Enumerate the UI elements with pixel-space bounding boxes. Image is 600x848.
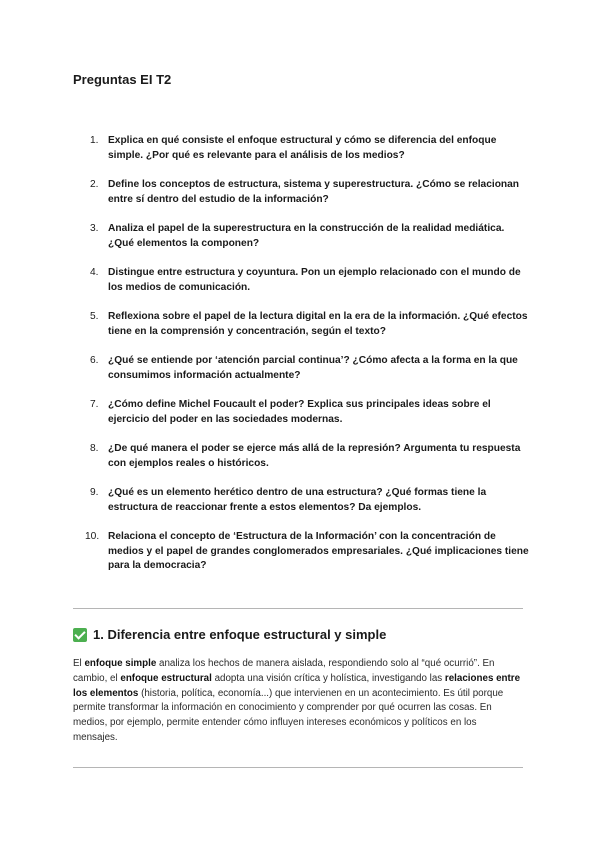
- horizontal-divider: [73, 767, 523, 768]
- question-item: [92, 134, 532, 163]
- question-number: 9.: [90, 487, 99, 498]
- question-number: 2.: [90, 179, 99, 190]
- question-item: [92, 398, 532, 427]
- paragraph-text: (historia, política, economía...) que intervienen en un acontecimiento. Es útil porque permite transformar la información en conocimiento y comprender por qué ocurren las cosas. En medios, por ejemplo, permite entender cómo influyen intereses económicos y políticos en los mensajes.: [73, 687, 504, 743]
- question-number: 8.: [90, 443, 99, 454]
- section-heading-text: 1. Diferencia entre enfoque estructural y simple: [93, 627, 387, 642]
- question-text: Distingue entre estructura y coyuntura. Pon un ejemplo relacionado con el mundo de los medios de comunicación.: [108, 267, 521, 293]
- paragraph-text: El: [73, 658, 85, 669]
- section-heading: [73, 627, 386, 642]
- question-text: Reflexiona sobre el papel de la lectura digital en la era de la información. ¿Qué efectos tiene en la comprensión y concentración, según el texto?: [108, 311, 528, 337]
- horizontal-divider: [73, 608, 523, 609]
- question-item: [92, 222, 532, 251]
- question-number: 5.: [90, 311, 99, 322]
- paragraph-text: analiza los hechos de manera aislada, respondiendo solo al “qué ocurrió”. En cambio, el: [73, 658, 495, 684]
- question-item: [92, 354, 532, 383]
- question-number: 4.: [90, 267, 99, 278]
- paragraph-text: adopta una visión crítica y holística, investigando las: [211, 672, 445, 684]
- document-title: Preguntas EI T2: [73, 72, 172, 87]
- question-text: Analiza el papel de la superestructura en la construcción de la realidad mediática. ¿Qué elementos la componen?: [108, 223, 505, 249]
- question-item: [92, 442, 532, 471]
- question-text: ¿Qué es un elemento herético dentro de una estructura? ¿Qué formas tiene la estructura de reaccionar frente a estos elementos? Da ejemplos.: [108, 487, 487, 513]
- questions-list: [85, 134, 532, 589]
- question-text: Relaciona el concepto de ‘Estructura de la Información’ con la concentración de medios y el papel de grandes conglomerados empresariales. ¿Qué implicaciones tiene para la democracia?: [108, 531, 529, 571]
- question-text: Explica en qué consiste el enfoque estructural y cómo se diferencia del enfoque simple. ¿Por qué es relevante para el análisis de los medios?: [108, 135, 497, 161]
- question-text: Define los conceptos de estructura, sistema y superestructura. ¿Cómo se relacionan entre sí dentro del estudio de la información?: [108, 179, 520, 205]
- question-text: ¿Qué se entiende por ‘atención parcial continua’? ¿Cómo afecta a la forma en la que consumimos información actualmente?: [108, 355, 518, 381]
- question-item: [92, 310, 532, 339]
- question-item: [85, 530, 532, 574]
- question-number: 1.: [90, 135, 99, 146]
- question-item: [92, 486, 532, 515]
- paragraph-bold-term: relaciones entre los elementos: [73, 672, 521, 699]
- question-number: 7.: [90, 399, 99, 410]
- paragraph-bold-term: enfoque estructural: [120, 672, 212, 684]
- question-number: 10.: [85, 531, 100, 542]
- question-item: [92, 266, 532, 295]
- question-number: 3.: [90, 223, 99, 234]
- question-text: ¿De qué manera el poder se ejerce más allá de la represión? Argumenta tu respuesta con ejemplos reales o históricos.: [108, 443, 521, 469]
- section-paragraph: [73, 657, 523, 746]
- paragraph-bold-term: enfoque simple: [84, 658, 157, 669]
- check-mark-icon: [73, 628, 87, 642]
- question-text: ¿Cómo define Michel Foucault el poder? Explica sus principales ideas sobre el ejercicio del poder en las sociedades modernas.: [108, 399, 491, 425]
- question-item: [92, 178, 532, 207]
- question-number: 6.: [90, 355, 99, 366]
